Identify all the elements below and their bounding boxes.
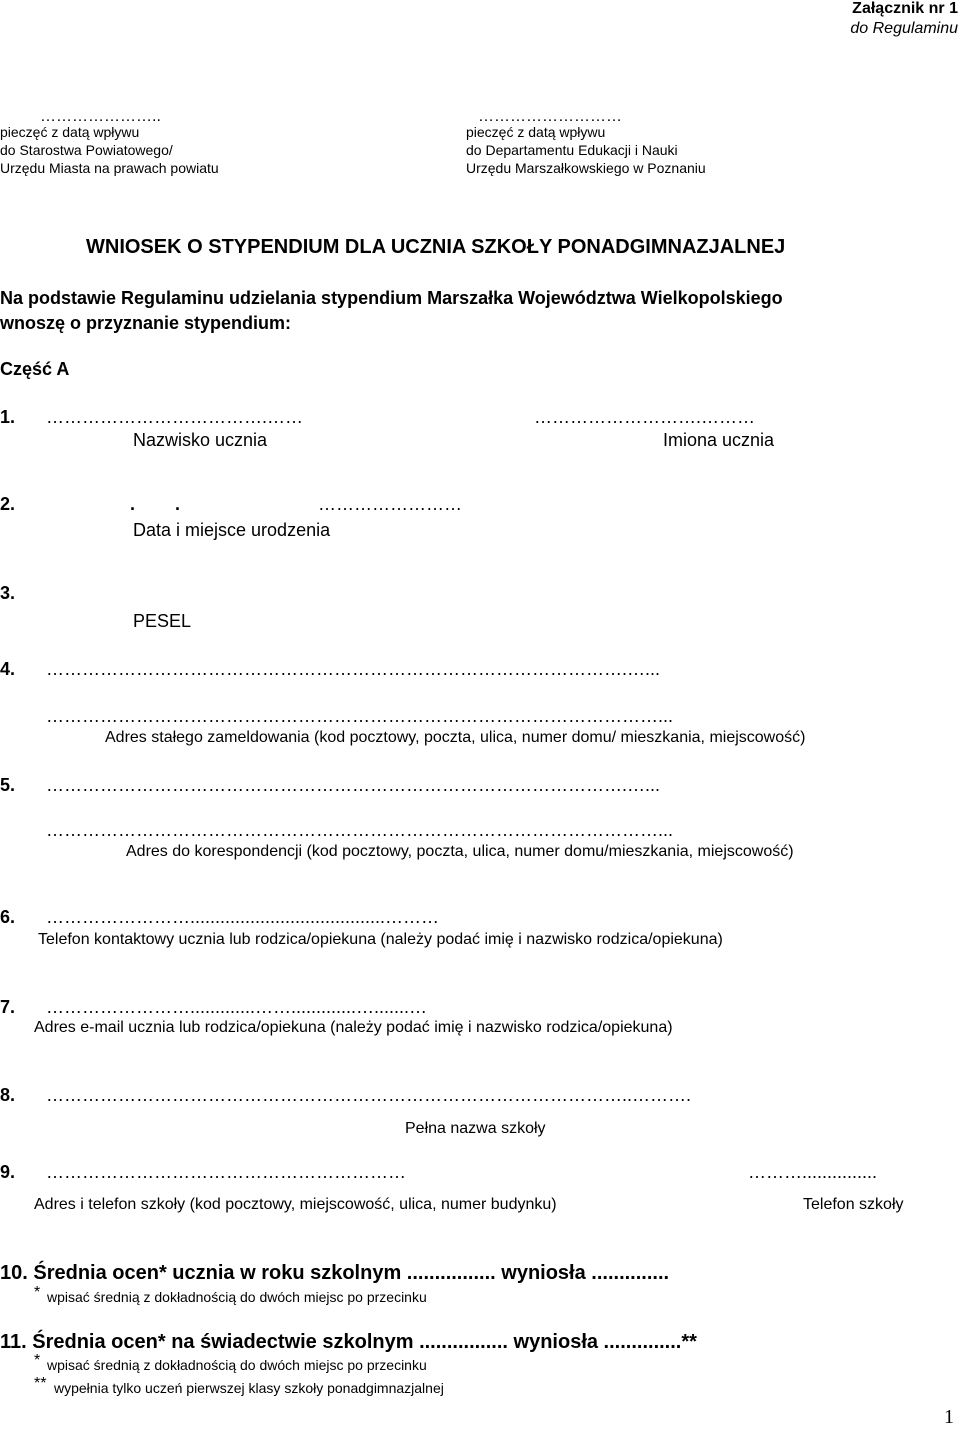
regulation-label: do Regulaminu bbox=[850, 20, 958, 37]
right-stamp-line3: Urzędu Marszałkowskiego w Poznaniu bbox=[466, 160, 706, 176]
right-stamp-dots: ……………………… bbox=[478, 108, 622, 125]
intro-line1: Na podstawie Regulaminu udzielania stypendium Marszałka Województwa Wielkopolskiego bbox=[0, 288, 783, 308]
field8-dots[interactable]: ……………………………………………………………………………………..………. bbox=[46, 1085, 692, 1105]
field11-note2-star: ** bbox=[34, 1375, 47, 1392]
field5-dots-line1[interactable]: …………………………………………………………………………………….…... bbox=[46, 775, 661, 795]
field6-dots[interactable]: …………………….......................................……… bbox=[46, 907, 440, 927]
field1-firstname-label: Imiona ucznia bbox=[663, 430, 775, 450]
left-stamp-line2: do Starostwa Powiatowego/ bbox=[0, 142, 173, 158]
attachment-label: Załącznik nr 1 bbox=[852, 0, 958, 17]
field7-label: Adres e-mail ucznia lub rodzica/opiekuna (należy podać imię i nazwisko rodzica/opiekuna) bbox=[34, 1019, 673, 1036]
page-title: WNIOSEK O STYPENDIUM DLA UCZNIA SZKOŁY PONADGIMNAZJALNEJ bbox=[86, 236, 786, 258]
right-stamp-line2: do Departamentu Edukacji i Nauki bbox=[466, 142, 678, 158]
field5-label: Adres do korespondencji (kod pocztowy, poczta, ulica, numer domu/mieszkania, miejscowość) bbox=[126, 843, 794, 860]
field3-label: PESEL bbox=[133, 611, 192, 631]
field10-note-star: * bbox=[34, 1284, 41, 1301]
field1-number: 1. bbox=[0, 407, 16, 427]
left-stamp-line3: Urzędu Miasta na prawach powiatu bbox=[0, 160, 219, 176]
field11-note1-star: * bbox=[34, 1352, 41, 1369]
field9-phone-dots[interactable]: ………............... bbox=[748, 1162, 878, 1182]
field1-firstname-dots[interactable]: ……………………….……… bbox=[534, 407, 756, 427]
field2-dot2: . bbox=[175, 494, 181, 514]
part-heading: Część A bbox=[0, 359, 70, 379]
field6-number: 6. bbox=[0, 907, 16, 927]
field5-dots-line2[interactable]: …………………………………………………………………………………………... bbox=[46, 820, 674, 840]
field2-place-dots[interactable]: …………………… bbox=[318, 494, 462, 514]
field9-address-dots[interactable]: …………………………………………………… bbox=[46, 1162, 406, 1182]
field4-number: 4. bbox=[0, 659, 16, 679]
field10-average[interactable]: 10. Średnia ocen* ucznia w roku szkolnym ................ wyniosła .............. bbox=[0, 1262, 670, 1284]
field5-number: 5. bbox=[0, 775, 16, 795]
field1-surname-label: Nazwisko ucznia bbox=[133, 430, 268, 450]
field11-note2: wypełnia tylko uczeń pierwszej klasy szkoły ponadgimnazjalnej bbox=[54, 1380, 444, 1396]
field9-number: 9. bbox=[0, 1162, 16, 1182]
field11-note1: wpisać średnią z dokładnością do dwóch miejsc po przecinku bbox=[47, 1357, 427, 1373]
intro-line2: wnoszę o przyznanie stypendium: bbox=[0, 313, 292, 333]
right-stamp-line1: pieczęć z datą wpływu bbox=[466, 124, 606, 140]
field9-address-label: Adres i telefon szkoły (kod pocztowy, miejscowość, ulica, numer budynku) bbox=[34, 1196, 557, 1213]
field8-label: Pełna nazwa szkoły bbox=[405, 1120, 546, 1137]
field2-number: 2. bbox=[0, 494, 16, 514]
field2-dot1: . bbox=[130, 494, 136, 514]
field7-number: 7. bbox=[0, 997, 16, 1017]
field4-dots-line2[interactable]: …………………………………………………………………………………………... bbox=[46, 706, 674, 726]
field7-dots[interactable]: …………………….............…….............….......… bbox=[46, 997, 428, 1017]
field4-label: Adres stałego zameldowania (kod pocztowy, poczta, ulica, numer domu/ mieszkania, miejscowość) bbox=[105, 729, 806, 746]
field4-dots-line1[interactable]: …………………………………………………………………………………….…... bbox=[46, 659, 661, 679]
field2-label: Data i miejsce urodzenia bbox=[133, 520, 331, 540]
field11-average[interactable]: 11. Średnia ocen* na świadectwie szkolnym ................ wyniosła ..............** bbox=[0, 1331, 697, 1353]
field3-number: 3. bbox=[0, 583, 16, 603]
field1-surname-dots[interactable]: ……………………………….…… bbox=[46, 407, 304, 427]
field8-number: 8. bbox=[0, 1085, 16, 1105]
left-stamp-dots: ………………….. bbox=[40, 108, 161, 125]
left-stamp-line1: pieczęć z datą wpływu bbox=[0, 124, 140, 140]
page-number: 1 bbox=[944, 1406, 954, 1428]
field6-label: Telefon kontaktowy ucznia lub rodzica/opiekuna (należy podać imię i nazwisko rodzica/opiekuna) bbox=[38, 931, 723, 948]
field10-note: wpisać średnią z dokładnością do dwóch miejsc po przecinku bbox=[47, 1289, 427, 1305]
field9-phone-label: Telefon szkoły bbox=[803, 1196, 904, 1213]
